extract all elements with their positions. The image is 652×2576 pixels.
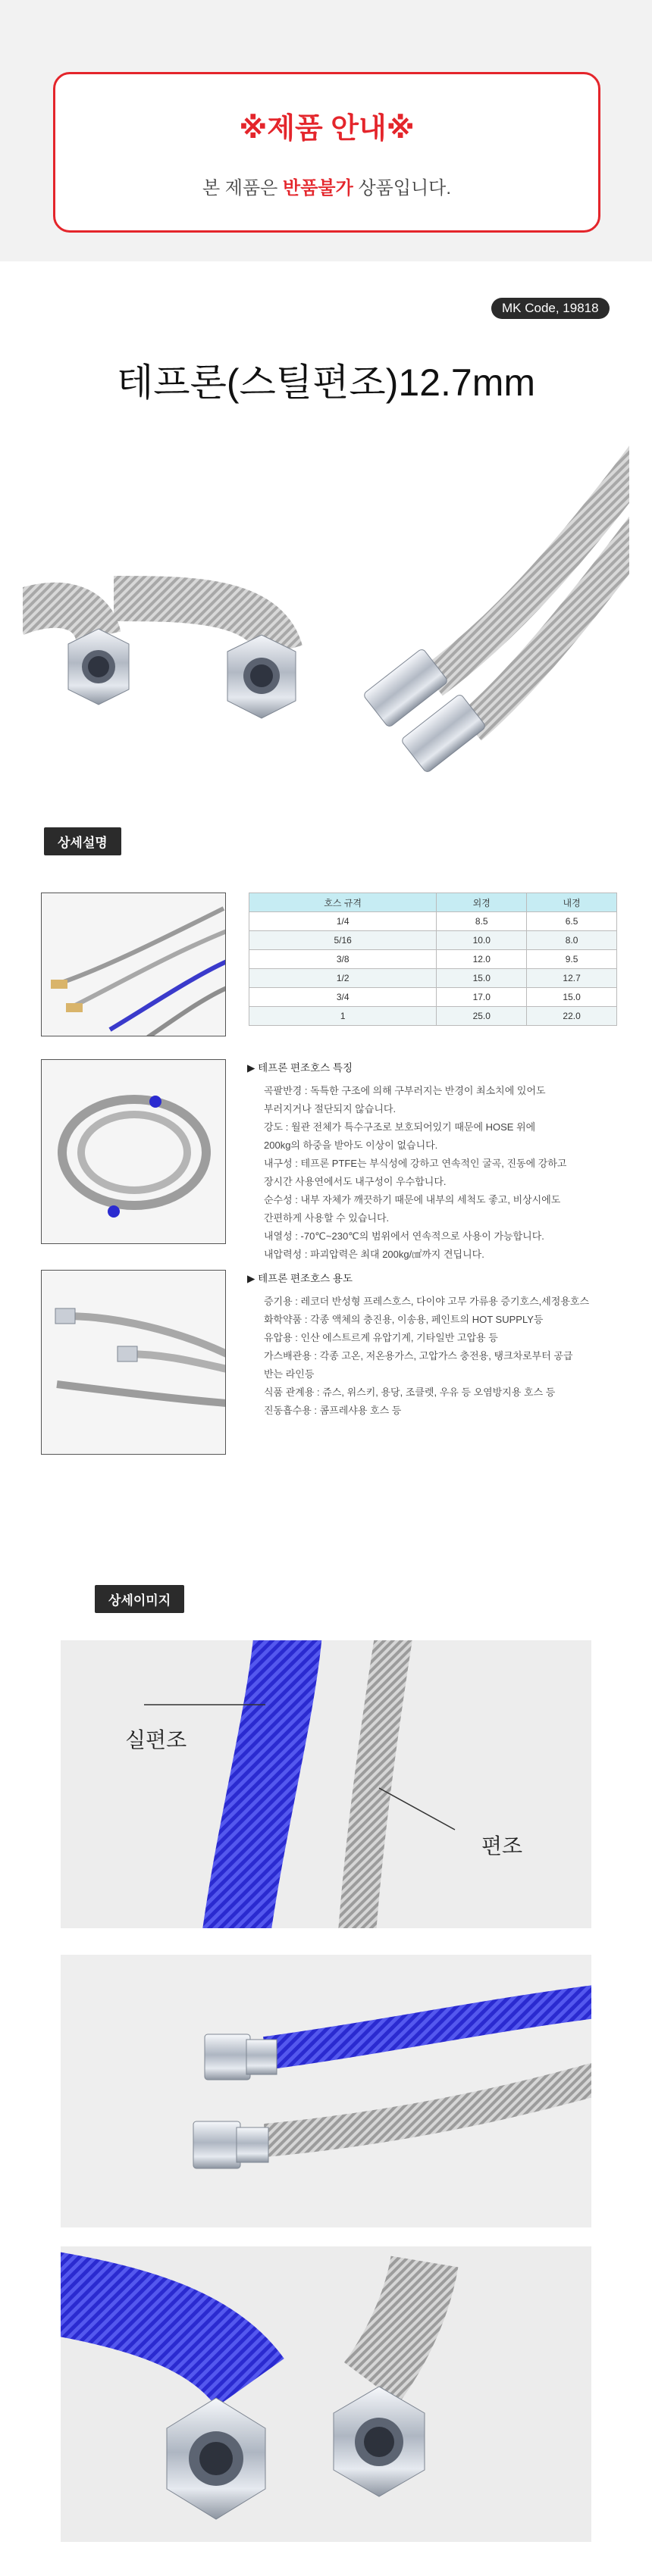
straight-hoses-icon bbox=[42, 1271, 226, 1455]
table-row bbox=[249, 931, 617, 950]
detail-image-nut-openings bbox=[61, 2246, 591, 2542]
uses-photo-hoses bbox=[41, 1270, 226, 1455]
spec-table bbox=[249, 893, 617, 1026]
product-title: 테프론(스틸편조)12.7mm bbox=[116, 361, 536, 404]
notice-text-prefix: 본 제품은 bbox=[202, 178, 284, 199]
table-row bbox=[249, 950, 617, 969]
callout-braid: 편조 bbox=[481, 1834, 523, 1858]
feature-line: 순수성 : 내부 자체가 깨끗하기 때문에 내부의 세척도 좋고, 비상시에도 bbox=[264, 1194, 561, 1205]
use-line: 증기용 : 레코더 반성형 프레스호스, 다이야 고무 가류용 증기호스,세정용호스 bbox=[264, 1296, 590, 1307]
feature-photo-coiled-hose bbox=[41, 1059, 226, 1244]
hoses-photo-icon bbox=[42, 893, 226, 1036]
notice-text-suffix: 상품입니다. bbox=[353, 178, 452, 199]
uses-heading: ▶ 테프론 편조호스 용도 bbox=[247, 1273, 353, 1284]
table-cell: 15.0 bbox=[527, 988, 617, 1007]
table-cell: 1/2 bbox=[249, 969, 437, 988]
feature-line: 내압력성 : 파괴압력은 최대 200kg/㎠까지 견딥니다. bbox=[264, 1249, 484, 1260]
table-row bbox=[249, 1007, 617, 1026]
spec-header-size: 호스 규격 bbox=[249, 893, 437, 912]
table-cell: 15.0 bbox=[437, 969, 527, 988]
coiled-hose-icon bbox=[42, 1060, 226, 1244]
use-line: 반는 라인등 bbox=[264, 1368, 315, 1380]
table-cell: 3/4 bbox=[249, 988, 437, 1007]
hero-product-photo bbox=[23, 409, 629, 818]
notice-text bbox=[55, 173, 598, 199]
feature-line: 200kg의 하중을 받아도 이상이 없습니다. bbox=[264, 1140, 438, 1151]
table-row bbox=[249, 969, 617, 988]
hose-illustration bbox=[23, 409, 629, 818]
table-cell: 10.0 bbox=[437, 931, 527, 950]
table-cell: 17.0 bbox=[437, 988, 527, 1007]
table-cell: 1/4 bbox=[249, 912, 437, 931]
feature-line: 간편하게 사용할 수 있습니다. bbox=[264, 1212, 390, 1224]
feature-line: 부러지거나 절단되지 않습니다. bbox=[264, 1103, 397, 1114]
spec-header-outer-diameter: 외경 bbox=[437, 893, 527, 912]
notice-title: ※제품 안내※ bbox=[239, 113, 415, 145]
mk-code-badge: MK Code, 19818 bbox=[491, 298, 610, 319]
feature-line: 곡팔반경 : 독특한 구조에 의해 구부러지는 반경이 최소치에 있어도 bbox=[264, 1085, 546, 1096]
uses-description bbox=[247, 1270, 626, 1420]
notice-section bbox=[0, 0, 652, 261]
braid-comparison-illustration bbox=[61, 1640, 591, 1928]
table-cell: 1 bbox=[249, 1007, 437, 1026]
notice-box bbox=[53, 72, 600, 233]
use-line: 화학약품 : 각종 액체의 충진용, 이송용, 페인트의 HOT SUPPLY등 bbox=[264, 1314, 544, 1325]
table-cell: 5/16 bbox=[249, 931, 437, 950]
use-line: 가스배관용 : 각종 고온, 저온용가스, 고압가스 충전용, 탱크차로부터 공급 bbox=[264, 1350, 573, 1361]
table-cell: 25.0 bbox=[437, 1007, 527, 1026]
use-line: 유압용 : 인산 에스트르계 유압기계, 기타일반 고압용 등 bbox=[264, 1332, 498, 1343]
nut-openings-illustration bbox=[61, 2246, 591, 2542]
detail-image-fittings bbox=[61, 1955, 591, 2227]
table-cell: 22.0 bbox=[527, 1007, 617, 1026]
use-line: 진동흡수용 : 콤프레샤용 호스 등 bbox=[264, 1405, 402, 1416]
table-cell: 3/8 bbox=[249, 950, 437, 969]
detail-image-braid-comparison bbox=[61, 1640, 591, 1928]
table-cell: 8.5 bbox=[437, 912, 527, 931]
feature-line: 내구성 : 테프론 PTFE는 부식성에 강하고 연속적인 굴곡, 진동에 강하고 bbox=[264, 1158, 567, 1169]
table-cell: 8.0 bbox=[527, 931, 617, 950]
table-cell: 6.5 bbox=[527, 912, 617, 931]
use-line: 식품 관계용 : 쥬스, 위스키, 용당, 조클렛, 우유 등 오염방지용 호스 등 bbox=[264, 1386, 556, 1398]
feature-line: 내열성 : -70℃~230℃의 범위에서 연속적으로 사용이 가능합니다. bbox=[264, 1230, 544, 1242]
table-cell: 9.5 bbox=[527, 950, 617, 969]
table-cell: 12.0 bbox=[437, 950, 527, 969]
section-tag-detail-description: 상세설명 bbox=[44, 827, 121, 855]
features-heading: ▶ 테프론 편조호스 특징 bbox=[247, 1062, 353, 1074]
notice-no-return-highlight: 반품불가 bbox=[283, 178, 353, 199]
callout-silk-braid: 실편조 bbox=[125, 1728, 187, 1752]
table-cell: 12.7 bbox=[527, 969, 617, 988]
spec-photo-hoses bbox=[41, 893, 226, 1036]
feature-line: 강도 : 월관 전체가 특수구조로 보호되어있기 때문에 HOSE 위에 bbox=[264, 1121, 536, 1133]
section-tag-detail-images: 상세이미지 bbox=[95, 1585, 184, 1613]
table-row bbox=[249, 988, 617, 1007]
spec-header-inner-diameter: 내경 bbox=[527, 893, 617, 912]
fittings-illustration bbox=[61, 1955, 591, 2227]
features-description bbox=[247, 1059, 626, 1264]
table-row bbox=[249, 912, 617, 931]
feature-line: 장시간 사용연에서도 내구성이 우수합니다. bbox=[264, 1176, 447, 1187]
spec-table-header-row bbox=[249, 893, 617, 912]
